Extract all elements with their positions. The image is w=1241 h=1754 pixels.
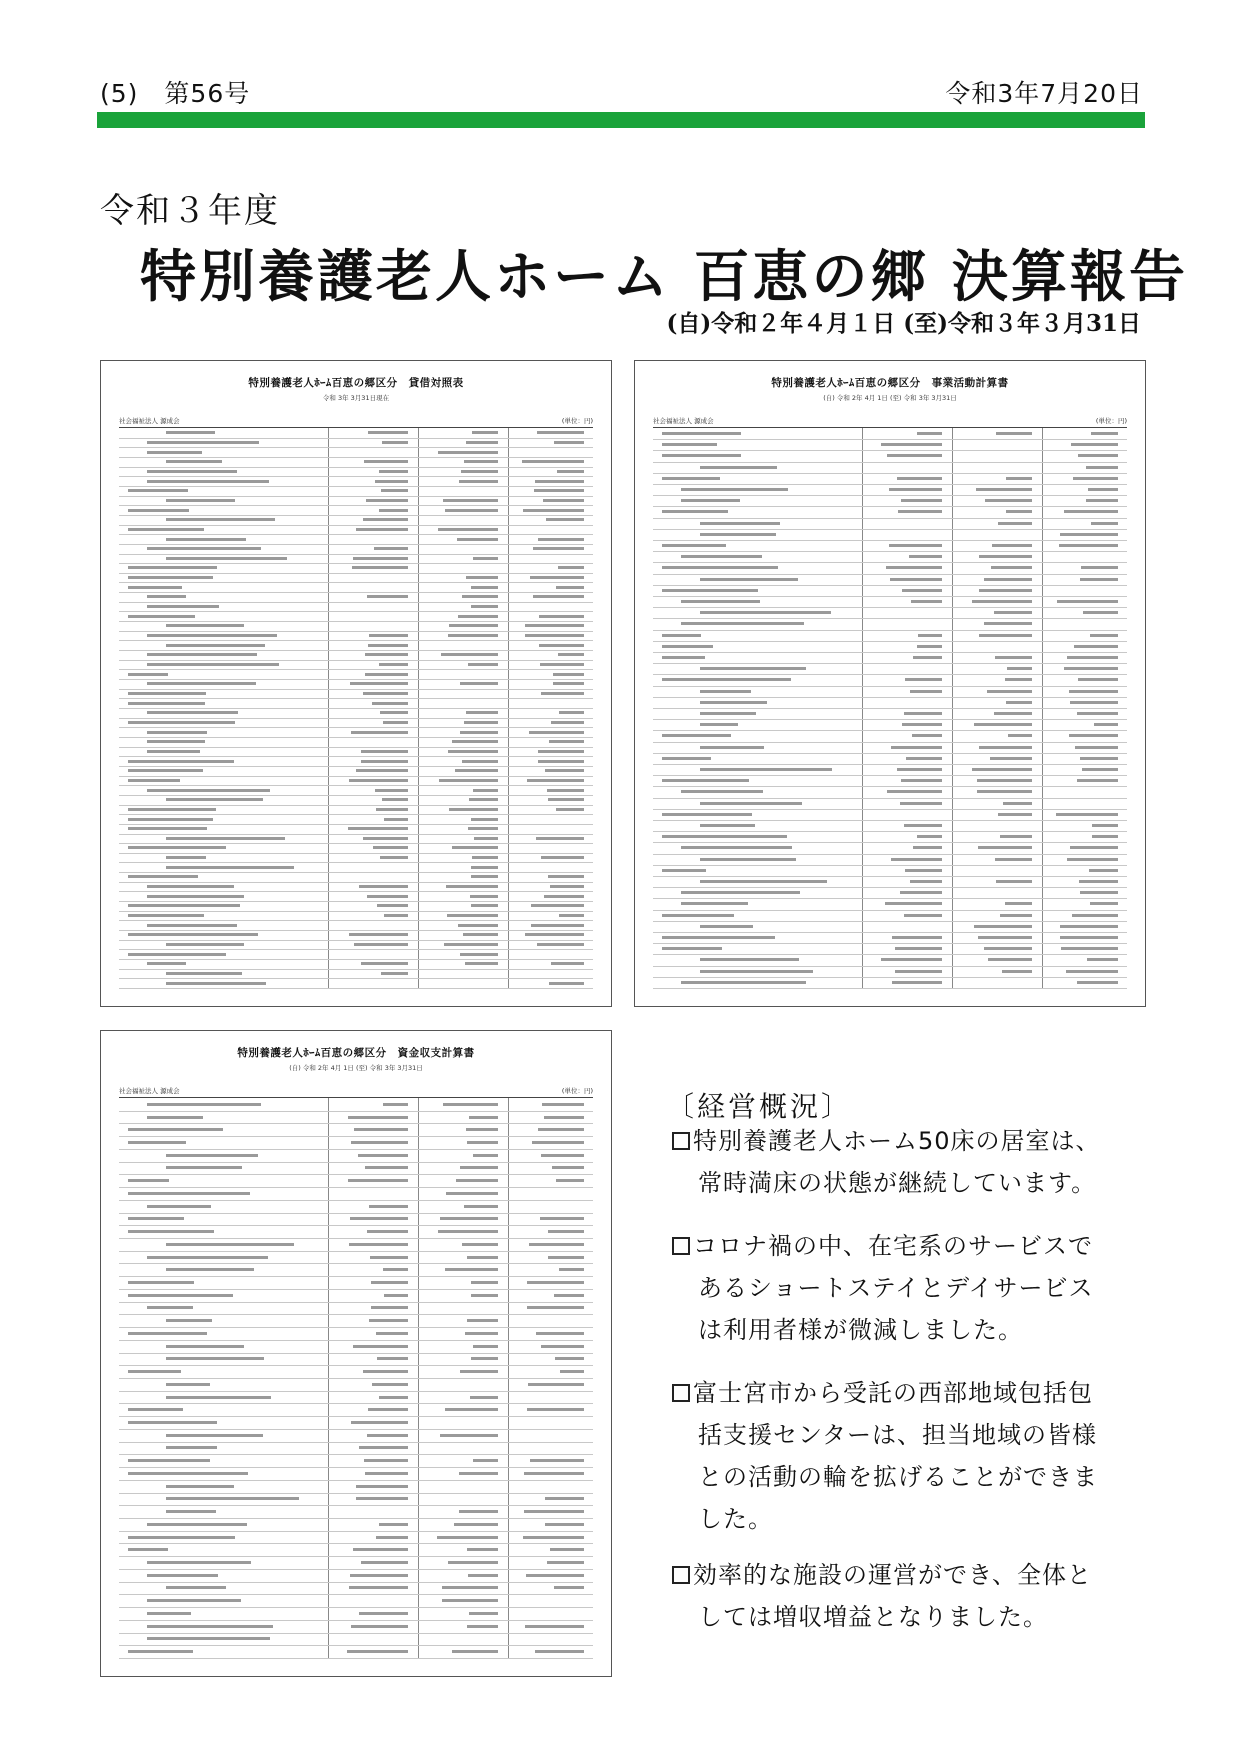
cashflow-statement-image (100, 1030, 612, 1677)
table-row (119, 1365, 593, 1379)
table-row (119, 1569, 593, 1583)
report-title: 特別養護老人ホーム 百恵の郷 決算報告 (140, 245, 1188, 310)
table-row (119, 1162, 593, 1176)
doc-org: 社会福祉法人 源成会 (653, 417, 714, 425)
table-row (119, 1174, 593, 1188)
table-row (119, 1442, 593, 1456)
report-period: (自)令和２年４月１日 (至)令和３年３月31日 (666, 310, 1141, 337)
doc-subtitle: 令和 3年 3月31日現在 (322, 394, 390, 402)
doc-table (653, 427, 1127, 989)
table-row (119, 1505, 593, 1519)
table-row (119, 978, 593, 989)
doc-unit: (単位：円) (1095, 417, 1127, 425)
checkbox-icon (672, 1132, 690, 1150)
table-row (119, 1098, 593, 1112)
doc-title: 特別養護老人ﾎｰﾑ百恵の郷区分 資金収支計算書 (237, 1047, 475, 1059)
overview-item-text: 特別養護老人ホーム50床の居室は、 (693, 1127, 1101, 1155)
table-row (119, 1531, 593, 1545)
overview-item (672, 1554, 1122, 1638)
overview-item-text: 効率的な施設の運営ができ、全体と (693, 1561, 1093, 1589)
overview-item-text: あるショートステイとデイサービス (698, 1274, 1094, 1302)
doc-subtitle: (自) 令和 2年 4月 1日 (至) 令和 3年 3月31日 (823, 394, 957, 402)
table-row (119, 1429, 593, 1443)
table-row (119, 1416, 593, 1430)
issue-number: (5) 第56号 (100, 79, 251, 108)
overview-heading: 〔経営概況〕 (666, 1090, 853, 1123)
table-row (119, 1263, 593, 1277)
table-row (119, 1238, 593, 1252)
overview-item-text: 富士宮市から受託の西部地域包括包 (693, 1379, 1093, 1407)
overview-item-text: した。 (698, 1505, 773, 1533)
table-row (119, 1276, 593, 1290)
table-row (119, 1607, 593, 1621)
table-row (119, 1289, 593, 1303)
table-row (119, 1149, 593, 1163)
doc-table (119, 1097, 593, 1659)
doc-title: 特別養護老人ﾎｰﾑ百恵の郷区分 事業活動計算書 (771, 377, 1009, 389)
overview-item-text: との活動の輪を拡げることができま (698, 1463, 1098, 1491)
table-row (119, 1493, 593, 1507)
table-row (119, 1620, 593, 1634)
doc-org: 社会福祉法人 源成会 (119, 417, 180, 425)
overview-item-text: は利用者様が微減しました。 (698, 1316, 1023, 1344)
table-row (119, 1480, 593, 1494)
table-row (119, 1213, 593, 1227)
activity-statement-image (634, 360, 1146, 1007)
table-row (119, 1353, 593, 1367)
overview-item (672, 1225, 1122, 1351)
table-row (119, 1403, 593, 1417)
doc-table (119, 427, 593, 989)
checkbox-icon (672, 1237, 690, 1255)
table-row (653, 977, 1127, 989)
table-row (119, 1200, 593, 1214)
table-row (119, 1518, 593, 1532)
overview-item-text: 括支援センターは、担当地域の皆様 (698, 1421, 1098, 1449)
report-year: 令和３年度 (100, 191, 280, 231)
balance-sheet-image (100, 360, 612, 1007)
table-row (119, 1454, 593, 1468)
doc-org: 社会福祉法人 源成会 (119, 1087, 180, 1095)
checkbox-icon (672, 1384, 690, 1402)
table-row (119, 1633, 593, 1647)
table-row (119, 1302, 593, 1316)
table-row (119, 1582, 593, 1596)
doc-unit: (単位：円) (561, 417, 593, 425)
table-row (119, 1467, 593, 1481)
table-row (119, 1136, 593, 1150)
table-row (119, 1187, 593, 1201)
table-row (119, 1594, 593, 1608)
table-row (119, 1111, 593, 1125)
table-row (119, 1327, 593, 1341)
doc-unit: (単位：円) (561, 1087, 593, 1095)
table-row (119, 1225, 593, 1239)
doc-title: 特別養護老人ﾎｰﾑ百恵の郷区分 貸借対照表 (248, 377, 464, 389)
table-row (119, 1378, 593, 1392)
overview-item-text: 常時満床の状態が継続しています。 (698, 1169, 1097, 1197)
table-row (119, 1645, 593, 1659)
table-row (119, 1391, 593, 1405)
issue-date: 令和3年7月20日 (945, 79, 1143, 108)
table-row (119, 1314, 593, 1328)
overview-item (672, 1372, 1122, 1540)
header-rule (97, 112, 1145, 128)
overview-item-text: コロナ禍の中、在宅系のサービスで (693, 1232, 1093, 1260)
table-row (119, 1543, 593, 1557)
overview-item-text: しては増収増益となりました。 (698, 1603, 1048, 1631)
table-row (119, 1556, 593, 1570)
checkbox-icon (672, 1566, 690, 1584)
table-row (119, 1123, 593, 1137)
overview-item (672, 1120, 1122, 1204)
table-row (119, 1251, 593, 1265)
table-row (119, 1340, 593, 1354)
doc-subtitle: (自) 令和 2年 4月 1日 (至) 令和 3年 3月31日 (289, 1064, 423, 1072)
